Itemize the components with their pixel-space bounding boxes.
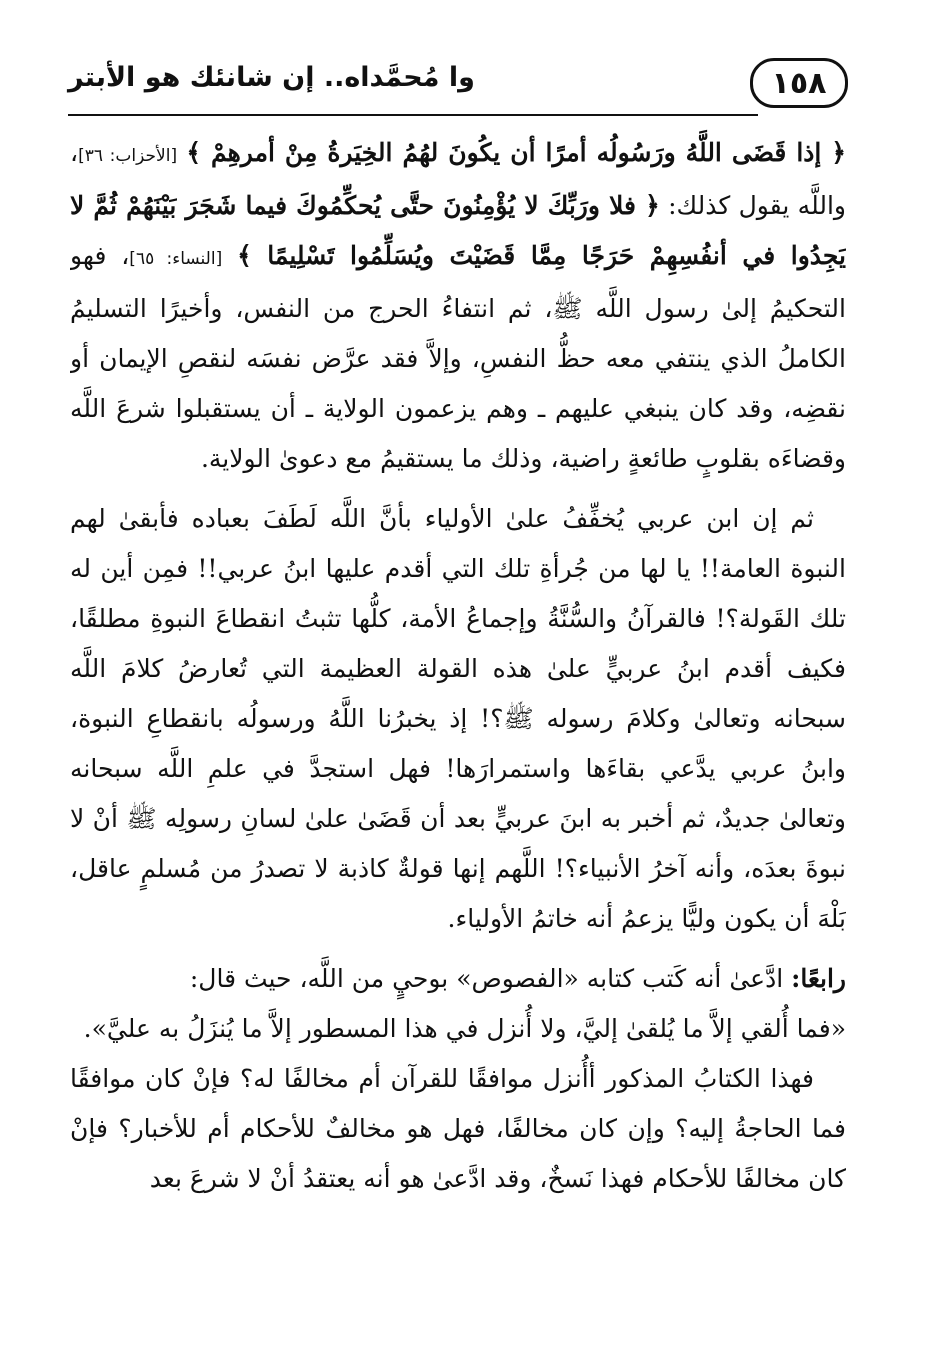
paragraph-3	[70, 954, 846, 1004]
paragraph-2: ثم إن ابن عربي يُخفِّفُ علىٰ الأولياء بأنَّ اللَّه لَطَفَ بعباده فأبقىٰ لهم النبوة العامة!! يا لها من جُرأةِ تلك التي أقدم عليها ابنُ عربي!! فمِن أين له تلك القَولة؟! فالقرآنُ والسُّنَّةُ وإجماعُ الأمة، كلُّها تثبتُ انقطاعَ النبوةِ مطلقًا، فكيف أقدم ابنُ عربيٍّ علىٰ هذه القولة العظيمة التي تُعارضُ كلامَ اللَّه سبحانه وتعالىٰ وكلامَ رسوله ﷺ؟! إذ يخبرُنا اللَّهُ ورسولُه بانقطاعِ النبوة، وابنُ عربي يدَّعي بقاءَها واستمرارَها! فهل استجدَّ في علمِ اللَّه سبحانه وتعالىٰ جديدٌ، ثم أخبر به ابنَ عربيٍّ بعد أن قَضَىٰ علىٰ لسانِ رسولِه ﷺ أنْ لا نبوةَ بعدَه، وأنه آخرُ الأنبياء؟! اللَّهم إنها قولةٌ كاذبة لا تصدرُ من مُسلمٍ عاقل، بَلْهَ أن يكون وليًّا يزعمُ أنه خاتمُ الأولياء.	[70, 504, 846, 933]
page-header	[68, 52, 848, 122]
paragraph-1	[70, 128, 846, 484]
verse-reference-nisa: [النساء: ٦٥]	[129, 249, 223, 269]
paragraph-5: فهذا الكتابُ المذكور أأُنزل موافقًا للقرآن أم مخالفًا له؟ فإنْ كان موافقًا فما الحاجةُ إليه؟ وإن كان مخالفًا، فهل هو مخالفٌ للأحكام أم للأخبار؟ فإنْ كان مخالفًا للأحكام فهذا نَسخٌ، وقد ادَّعىٰ هو أنه يعتقدُ أنْ لا شرعَ بعد	[70, 1064, 846, 1193]
header-divider	[68, 114, 758, 116]
paragraph-3-text: ادَّعىٰ أنه كَتب كتابه «الفصوص» بوحيٍ من اللَّه، حيث قال:	[189, 964, 792, 993]
running-title: وا مُحمَّداه.. إن شانئك هو الأبتر	[68, 62, 475, 93]
quotation: «فما أُلقي إلاَّ ما يُلقىٰ إليَّ، ولا أُنزل في هذا المسطور إلاَّ ما يُنزَلُ به عليَّ».	[83, 1014, 846, 1043]
body-text	[70, 128, 846, 1318]
section-label-fourth: رابعًا:	[791, 964, 846, 993]
quran-verse-nisa: ﴿ فلا ورَبِّكَ لا يُؤْمِنُونَ حتَّى يُحكِّمُوكَ فيما شَجَرَ بَيْنَهُمْ ثُمَّ لا يَجِدُوا في أنفُسِهِمْ حَرَجًا مِمَّا قَضَيْتَ ويُسَلِّمُوا تَسْلِيمًا ﴾	[70, 191, 846, 270]
verse-reference-ahzab: [الأحزاب: ٣٦]	[78, 146, 178, 166]
paragraph-1-text-a: ، واللَّه يقول كذلك:	[70, 138, 846, 220]
paragraph-1-text-b: ، فهو التحكيمُ إلىٰ رسول اللَّه ﷺ، ثم انتفاءُ الحرج من النفس، وأخيرًا التسليمُ الكاملُ الذي ينتفي معه حظُّ النفسِ، وإلاَّ فقد عرَّض نفسَه لنقصِ الإيمان أو نقضِه، وقد كان ينبغي عليهم ـ وهم يزعمون الولاية ـ أن يستقبلوا شرعَ اللَّه وقضاءَه بقلوبٍ طائعةٍ راضية، وذلك ما يستقيمُ مع دعوىٰ الولاية.	[70, 241, 846, 473]
page-number: ١٥٨	[750, 58, 848, 108]
quran-verse-ahzab: ﴿ إذا قَضَى اللَّهُ ورَسُولُه أمرًا أن يكُونَ لهُمُ الخِيَرةُ مِنْ أمرهِمْ ﴾	[186, 138, 846, 167]
